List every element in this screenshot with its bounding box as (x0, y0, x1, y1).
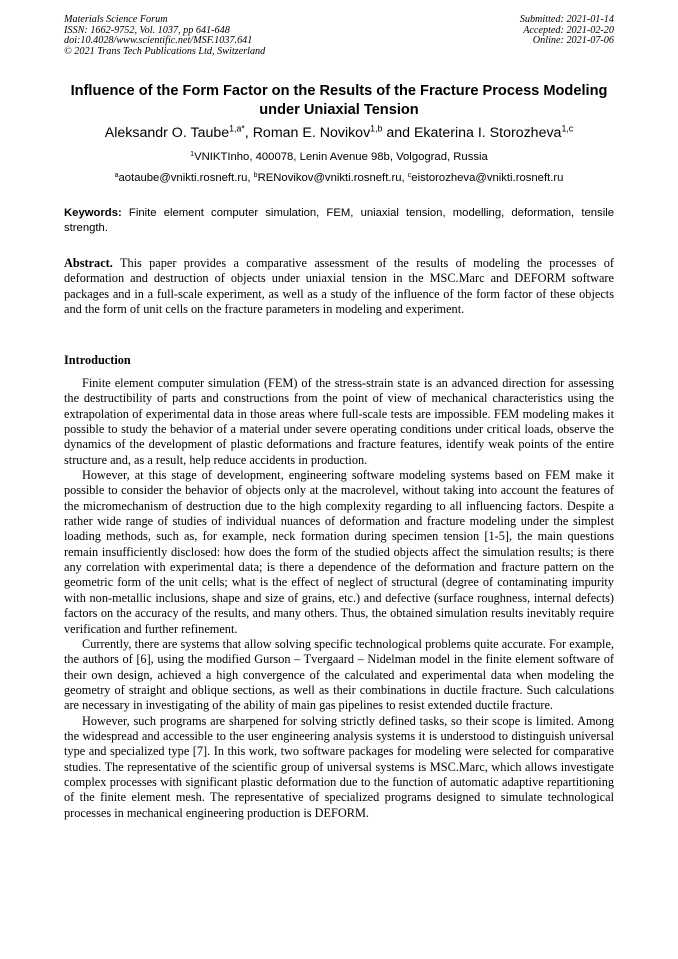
author-emails (40, 171, 638, 185)
submission-dates (520, 15, 614, 47)
journal-info (64, 15, 265, 57)
author-separator: and (382, 125, 414, 141)
abstract-label: Abstract. (64, 256, 113, 270)
email-separator: , (401, 172, 408, 184)
email-mark: a (114, 171, 119, 179)
email-link: aotaube@vnikti.rosneft.ru (118, 172, 248, 184)
journal-name: Materials Science Forum (64, 14, 168, 25)
keywords-text: Finite element computer simulation, FEM, uniaxial tension, modelling, deformation, tensile strength. (64, 207, 615, 234)
email-mark: c (407, 171, 412, 179)
author-name: Aleksandr O. Taube (104, 125, 230, 141)
keywords (64, 206, 614, 236)
body-paragraph: However, such programs are sharpened for solving strictly defined tasks, so their scope is limited. Among the widespread and accessible to the user engineering analysis systems it is understood to distinguish universal type and specialized type [7]. In this work, two software packages for modeling were selected for comparative studies. The representative of the scientific group of universal systems is MSC.Marc, which allows investigate complex processes with significant plastic deformation due to the function of automatic adaptive repartitioning of the finite element mesh. The representative of specialized programs designed to simulate technological processes in mechanical engineering production is DEFORM. (64, 713, 614, 820)
paper-title: Influence of the Form Factor on the Results of the Fracture Process Modeling under Uniaxial Tension (70, 83, 608, 118)
author-list (40, 124, 638, 142)
journal-doi: doi:10.4028/www.scientific.net/MSF.1037.641 (64, 35, 253, 46)
author-name: Ekaterina I. Storozheva (413, 125, 562, 141)
introduction-body (64, 376, 614, 821)
accepted-date: Accepted: 2021-02-20 (523, 24, 614, 36)
journal-copyright: © 2021 Trans Tech Publications Ltd, Switzerland (64, 45, 266, 57)
keywords-label: Keywords: (64, 207, 122, 219)
body-paragraph: Currently, there are systems that allow solving specific technological problems quite accurate. For example, the authors of [6], using the modified Gurson – Tvergaard – Nidelman model in the finite element software of their own design, achieved a high convergence of the calculated and experimental data when modeling the geometry of straight and oblique sections, as well as their combinations in ductile fracture. Such calculations are necessary in investigating of the ability of main gas pipelines to resist extended ductile fracture. (64, 636, 614, 713)
journal-issn: ISSN: 1662-9752, Vol. 1037, pp 641-648 (64, 24, 230, 36)
affiliation-mark: 1 (190, 150, 195, 158)
author-affiliation-mark: 1,c (561, 123, 574, 134)
author-affiliation-mark: 1,a* (229, 123, 245, 134)
email-separator: , (247, 172, 254, 184)
submitted-date: Submitted: 2021-01-14 (519, 14, 614, 25)
email-mark: b (253, 171, 258, 179)
email-link: RENovikov@vnikti.rosneft.ru (257, 172, 402, 184)
body-paragraph: However, at this stage of development, engineering software modeling systems based on FEM make it possible to consider the behavior of objects only at the macrolevel, without taking into account the features of the micromechanism of destruction due to the high complexity regarding to all influencing factors. Despite a rather wide range of studies of individual nuances of deformation and fracture modeling under the simplest loading methods, such as, for example, neck formation during specimen tension [1-5], the main questions remain insufficiently disclosed: how does the form of the studied objects affect the simulation results; is there any correlation with experimental data; is there a dependence of the deformation and fracture pattern on the geometric form of the unit cells; what is the effect of neglect of structural (degree of contaminating impurity with non-metallic inclusions, shape and size of grains, etc.) and defective (surface roughness, internal defects) factors on the accuracy of the results, and many others. Thus, the obtained simulation results inevitably require verification and further refinement. (64, 468, 614, 636)
online-date: Online: 2021-07-06 (532, 35, 614, 46)
email-link: eistorozheva@vnikti.rosneft.ru (411, 172, 564, 184)
abstract (64, 256, 614, 317)
section-heading-introduction: Introduction (64, 353, 131, 367)
author-affiliation-mark: 1,b (370, 123, 383, 134)
affiliation-text: VNIKTInho, 400078, Lenin Avenue 98b, Volgograd, Russia (194, 151, 488, 163)
author-separator: , (244, 125, 253, 141)
abstract-text: This paper provides a comparative assessment of the results of modeling the processes of deformation and destruction of objects under uniaxial tension in the MSC.Marc and DEFORM software packages and in a full-scale experiment, as well as a study of the influence of the form factor of these objects and the form of unit cells on the fracture parameters in modeling and experiment. (64, 256, 614, 316)
author-name: Roman E. Novikov (252, 125, 371, 141)
body-paragraph: Finite element computer simulation (FEM) of the stress-strain state is an advanced direction for assessing the destructibility of parts and constructions from the point of view of mechanical characteristics using the extrapolation of experimental data in those areas where full-scale tests are impossible. FEM modeling makes it possible to study the behavior of a material under severe operating conditions under critical loads, observe the dynamics of the development of plastic deformations and fracture features, identify weak points of the entire structure and, as a result, help reduce accidents in production. (64, 376, 614, 467)
affiliation (64, 150, 614, 164)
